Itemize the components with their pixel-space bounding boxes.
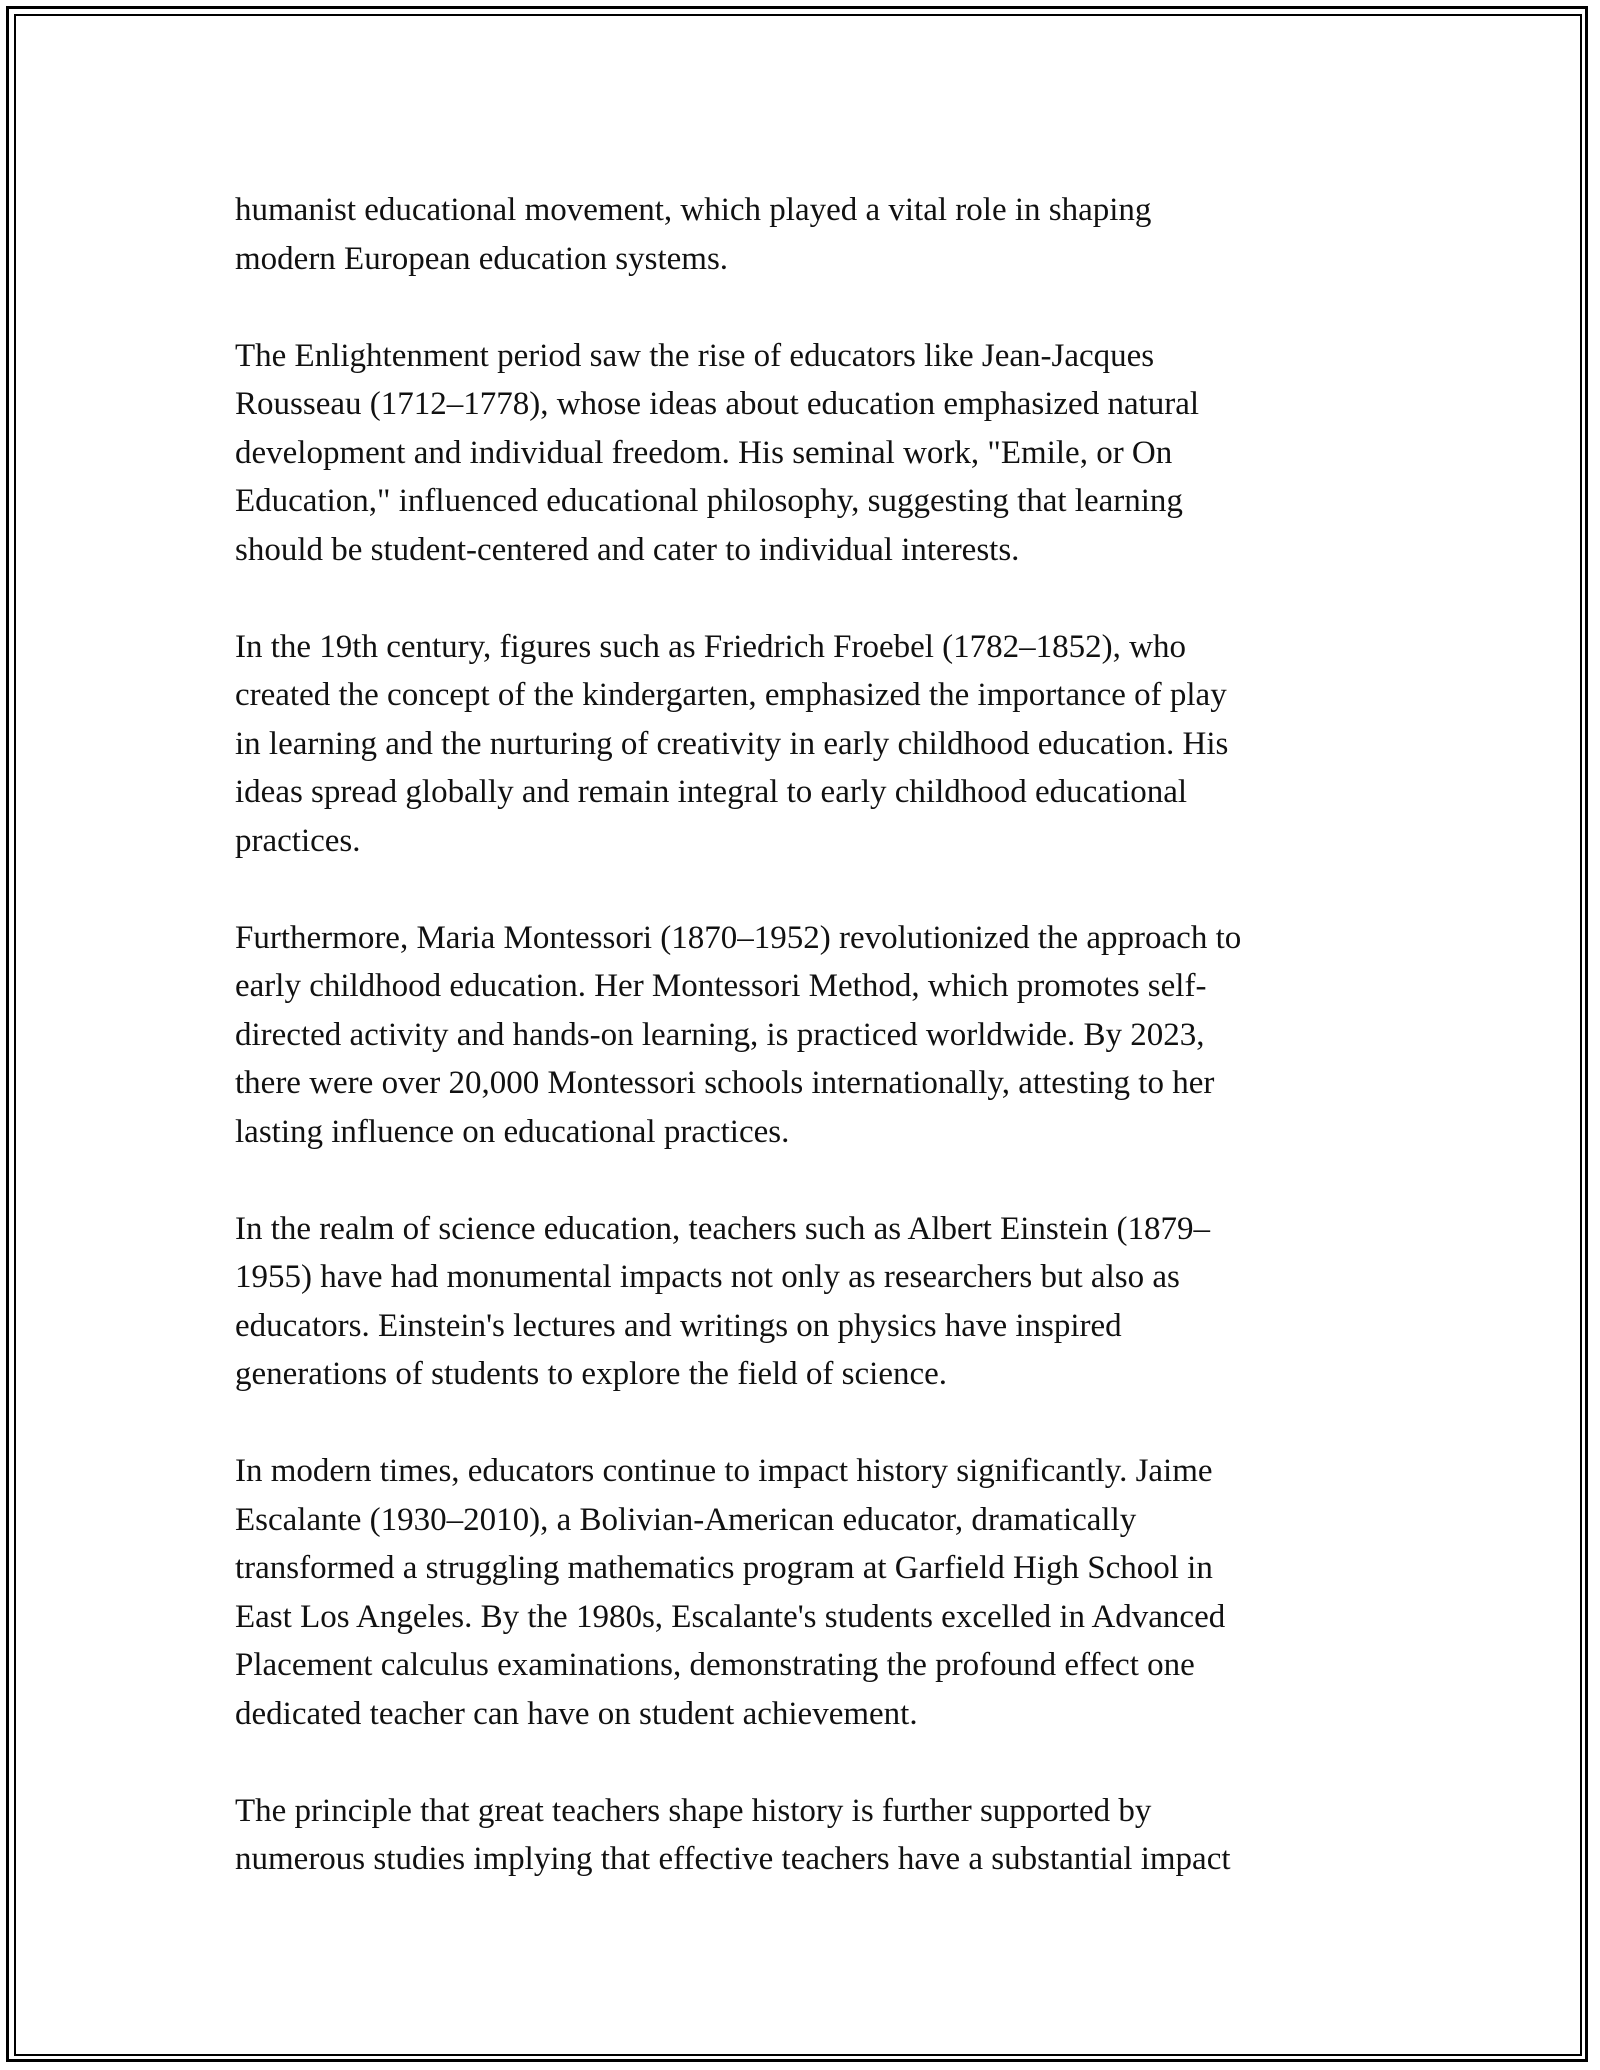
text-line: Escalante (1930–2010), a Bolivian-American educator, dramatically	[235, 1501, 1137, 1538]
text-line: In modern times, educators continue to impact history significantly. Jaime	[235, 1453, 1213, 1489]
text-line: ideas spread globally and remain integral to early childhood educational	[235, 774, 1188, 810]
text-line: early childhood education. Her Montessori Method, which promotes self-	[235, 968, 1207, 1004]
text-line: in learning and the nurturing of creativity in early childhood education. His	[235, 725, 1229, 762]
text-line: Furthermore, Maria Montessori (1870–1952) revolutionized the approach to	[235, 919, 1242, 956]
text-line: development and individual freedom. His seminal work, "Emile, or On	[235, 434, 1173, 471]
text-line: should be student-centered and cater to individual interests.	[235, 531, 1020, 568]
text-line: Rousseau (1712–1778), whose ideas about education emphasized natural	[235, 386, 1200, 422]
text-line: transformed a struggling mathematics program at Garfield High School in	[235, 1550, 1213, 1586]
paragraph-enlightenment	[235, 332, 1365, 575]
paragraph-humanist-movement	[235, 186, 1365, 283]
text-line: generations of students to explore the field of science.	[235, 1356, 948, 1392]
paragraph-escalante	[235, 1447, 1365, 1738]
text-line: practices.	[235, 822, 361, 859]
paragraph-einstein	[235, 1205, 1365, 1399]
text-line: Education," influenced educational philosophy, suggesting that learning	[235, 483, 1183, 519]
text-line: lasting influence on educational practices.	[235, 1113, 790, 1150]
text-line: In the 19th century, figures such as Friedrich Froebel (1782–1852), who	[235, 628, 1186, 665]
text-line: East Los Angeles. By the 1980s, Escalante's students excelled in Advanced	[235, 1598, 1226, 1635]
text-line: In the realm of science education, teachers such as Albert Einstein (1879–	[235, 1210, 1210, 1247]
text-line: 1955) have had monumental impacts not only as researchers but also as	[235, 1259, 1180, 1295]
text-line: dedicated teacher can have on student achievement.	[235, 1695, 918, 1732]
text-line: The Enlightenment period saw the rise of educators like Jean-Jacques	[235, 337, 1155, 374]
text-line: Placement calculus examinations, demonstrating the profound effect one	[235, 1647, 1195, 1683]
text-line: humanist educational movement, which played a vital role in shaping	[235, 192, 1152, 228]
paragraph-froebel	[235, 623, 1365, 866]
paragraph-montessori	[235, 914, 1365, 1157]
text-line: modern European education systems.	[235, 240, 729, 277]
text-line: numerous studies implying that effective teachers have a substantial impact	[235, 1841, 1231, 1877]
paragraph-great-teachers	[235, 1787, 1365, 1884]
text-line: educators. Einstein's lectures and writings on physics have inspired	[235, 1307, 1122, 1344]
document-body	[235, 186, 1365, 1932]
text-line: The principle that great teachers shape history is further supported by	[235, 1792, 1152, 1829]
text-line: there were over 20,000 Montessori schools internationally, attesting to her	[235, 1065, 1215, 1101]
text-line: directed activity and hands-on learning, is practiced worldwide. By 2023,	[235, 1016, 1205, 1053]
text-line: created the concept of the kindergarten, emphasized the importance of play	[235, 677, 1227, 713]
